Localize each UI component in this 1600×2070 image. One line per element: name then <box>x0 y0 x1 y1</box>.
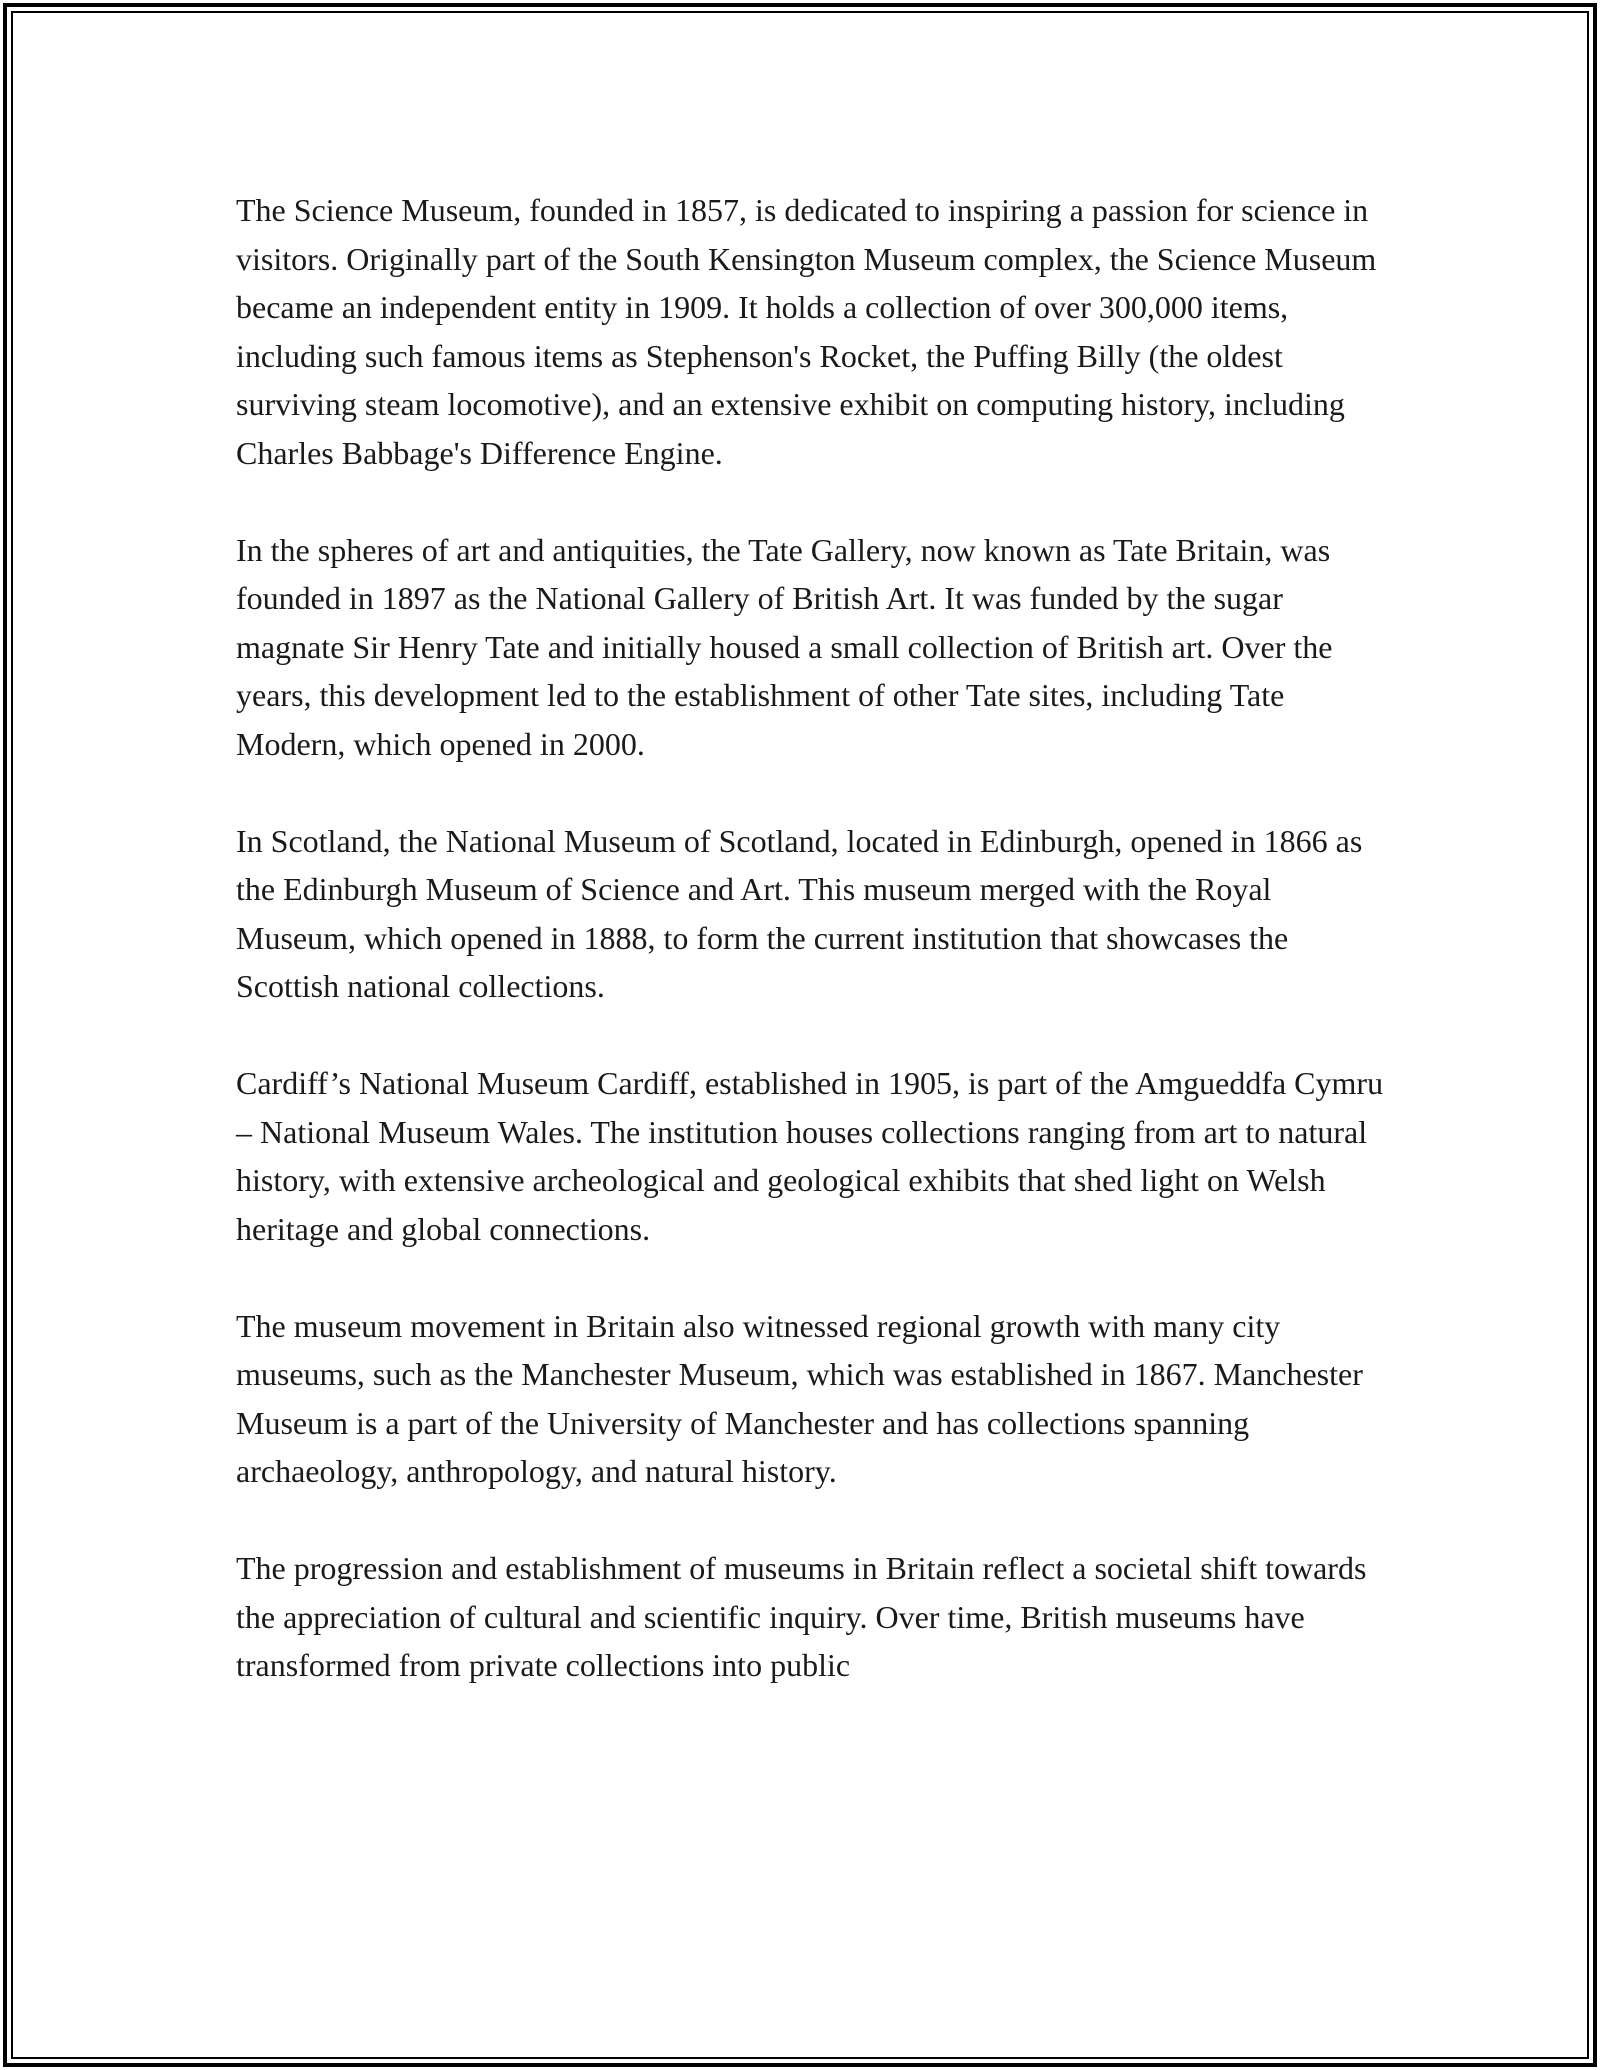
paragraph-museum-progression: The progression and establishment of museums in Britain reflect a societal shift towards the appreciation of cultural and scientific inquiry. Over time, British museums have transformed from private collections into public <box>236 1550 1367 1683</box>
paragraph-science-museum: The Science Museum, founded in 1857, is dedicated to inspiring a passion for science in visitors. Originally part of the South Kensington Museum complex, the Science Museum became an independent entity in 1909. It holds a collection of over 300,000 items, including such famous items as Stephenson's Rocket, the Puffing Billy (the oldest surviving steam locomotive), and an extensive exhibit on computing history, including Charles Babbage's Difference Engine. <box>236 192 1377 471</box>
document-body <box>236 186 1386 1690</box>
paragraph-national-museum-scotland: In Scotland, the National Museum of Scotland, located in Edinburgh, opened in 1866 as the Edinburgh Museum of Science and Art. This museum merged with the Royal Museum, which opened in 1888, to form the current institution that showcases the Scottish national collections. <box>236 822 1363 1004</box>
paragraph-manchester-museum: The museum movement in Britain also witnessed regional growth with many city museums, such as the Manchester Museum, which was established in 1867. Manchester Museum is a part of the University of Manchester and has collections spanning archaeology, anthropology, and natural history. <box>236 1307 1363 1489</box>
paragraph-national-museum-cardiff: Cardiff’s National Museum Cardiff, established in 1905, is part of the Amgueddfa Cymru – National Museum Wales. The institution houses collections ranging from art to natural history, with extensive archeological and geological exhibits that shed light on Welsh heritage and global connections. <box>236 1065 1384 1247</box>
paragraph-tate-gallery: In the spheres of art and antiquities, the Tate Gallery, now known as Tate Britain, was founded in 1897 as the National Gallery of British Art. It was funded by the sugar magnate Sir Henry Tate and initially housed a small collection of British art. Over the years, this development led to the establishment of other Tate sites, including Tate Modern, which opened in 2000. <box>236 531 1333 762</box>
